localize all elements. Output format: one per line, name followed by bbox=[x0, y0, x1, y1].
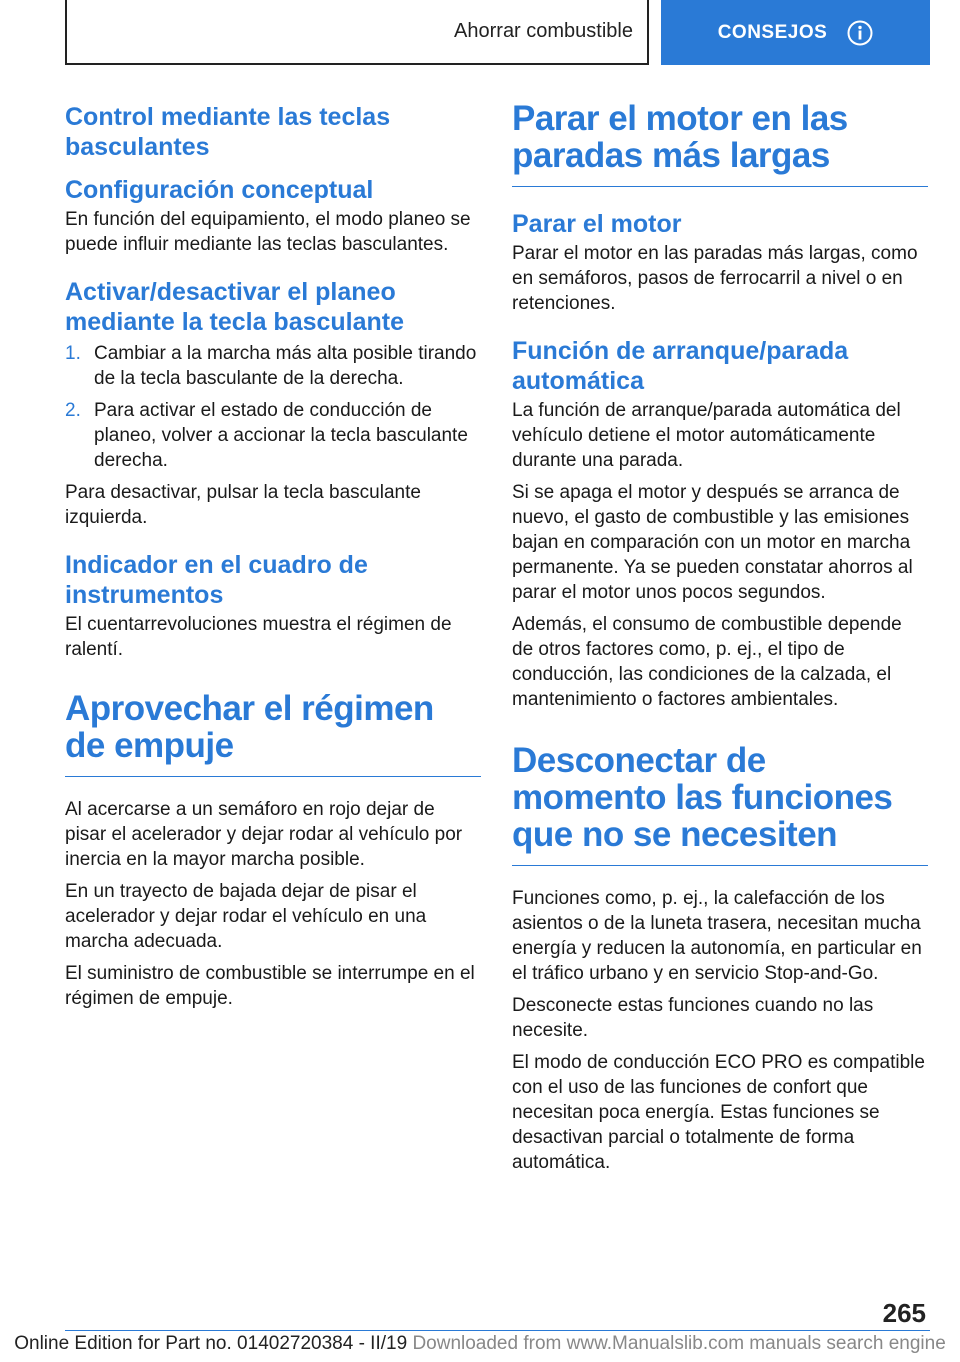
steps-list bbox=[65, 341, 481, 473]
heading-arranque-parada: Función de arranque/parada automática bbox=[512, 337, 849, 395]
page-number: 265 bbox=[882, 1298, 926, 1328]
paragraph: Además, el consumo de combustible depende de otros factores como, p. ej., el tipo de conducción, las condiciones de la calzada, el mantenimiento o factores ambientales. bbox=[512, 614, 902, 710]
paragraph: Si se apaga el motor y después se arranca de nuevo, el gasto de combustible y las emisiones bajan en comparación con un motor en marcha permanente. Ya se pueden constatar ahorros al parar el motor unos pocos segundos. bbox=[512, 482, 913, 603]
heading-block bbox=[512, 100, 928, 187]
heading-block bbox=[512, 742, 928, 866]
paragraph: Al acercarse a un semáforo en rojo dejar de pisar el acelerador y dejar rodar al vehículo por inercia en la mayor marcha posible. bbox=[65, 799, 463, 870]
heading-desconectar-funciones: Desconectar de momento las funciones que no se necesiten bbox=[512, 741, 893, 854]
paragraph: En un trayecto de bajada dejar de pisar el acelerador y dejar rodar el vehículo en una marcha adecuada. bbox=[65, 881, 427, 952]
paragraph: Desconecte estas funciones cuando no las necesite. bbox=[512, 995, 874, 1041]
heading-indicador: Indicador en el cuadro de instrumentos bbox=[65, 551, 368, 609]
page-header bbox=[65, 0, 930, 65]
footer-edition bbox=[0, 1333, 960, 1355]
heading-regimen-empuje: Aprovechar el régimen de empuje bbox=[65, 689, 434, 765]
paragraph: Para desactivar, pulsar la tecla basculante izquierda. bbox=[65, 482, 421, 528]
section-title: Ahorrar combustible bbox=[454, 20, 633, 42]
heading-parar-motor: Parar el motor bbox=[512, 210, 682, 238]
paragraph: La función de arranque/parada automática del vehículo detiene el motor automáticamente durante una parada. bbox=[512, 400, 901, 471]
paragraph: El modo de conducción ECO PRO es compatible con el uso de las funciones de confort que necesitan poca energía. Estas funciones se desactivan parcial o totalmente de forma automática. bbox=[512, 1052, 925, 1173]
step-text: Cambiar a la marcha más alta posible tirando de la tecla basculante de la derecha. bbox=[94, 343, 477, 389]
list-item bbox=[65, 341, 481, 391]
footer-divider bbox=[65, 1330, 930, 1331]
step-number: 2. bbox=[65, 400, 81, 421]
section-tab[interactable] bbox=[65, 0, 649, 65]
left-column bbox=[65, 100, 481, 1011]
right-column bbox=[512, 100, 928, 1175]
consejos-tab[interactable] bbox=[661, 0, 930, 65]
heading-activar-planeo: Activar/desactivar el planeo mediante la tecla basculante bbox=[65, 278, 405, 336]
heading-configuracion: Configuración conceptual bbox=[65, 176, 374, 204]
info-icon bbox=[847, 20, 873, 46]
heading-parar-motor-paradas: Parar el motor en las paradas más largas bbox=[512, 99, 848, 175]
edition-text: Online Edition for Part no. 01402720384 - II/19 bbox=[14, 1333, 408, 1354]
paragraph: Funciones como, p. ej., la calefacción de los asientos o de la luneta trasera, necesitan mucha energía y reducen la autonomía, en particular en el tráfico urbano y en servicio Stop-and-Go. bbox=[512, 888, 922, 984]
tab-label: CONSEJOS bbox=[717, 21, 828, 43]
paragraph: El suministro de combustible se interrumpe en el régimen de empuje. bbox=[65, 963, 475, 1009]
watermark: Downloaded from www.Manualslib.com manuals search engine bbox=[412, 1333, 946, 1354]
step-number: 1. bbox=[65, 343, 81, 364]
paragraph: Parar el motor en las paradas más largas, como en semáforos, pasos de ferrocarril a nivel o en retenciones. bbox=[512, 243, 918, 314]
paragraph: En función del equipamiento, el modo planeo se puede influir mediante las teclas basculantes. bbox=[65, 209, 471, 255]
step-text: Para activar el estado de conducción de planeo, volver a accionar la tecla basculante derecha. bbox=[94, 400, 468, 471]
heading-teclas-basculantes: Control mediante las teclas basculantes bbox=[65, 103, 391, 161]
list-item bbox=[65, 398, 481, 473]
paragraph: El cuentarrevoluciones muestra el régimen de ralentí. bbox=[65, 614, 452, 660]
heading-block bbox=[65, 690, 481, 777]
